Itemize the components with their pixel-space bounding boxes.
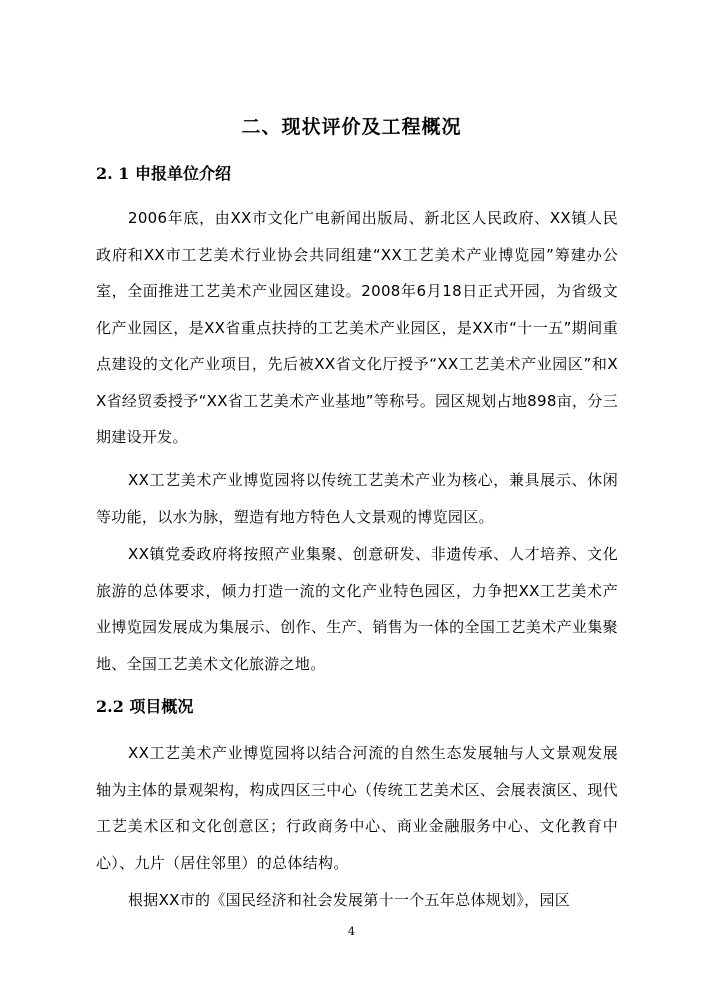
paragraph: XX工艺美术产业博览园将以传统工艺美术产业为核心，兼具展示、休闲等功能，以水为脉，塑造有地方特色人文景观的博览园区。 (96, 471, 618, 526)
paragraph: 2006年底，由XX市文化广电新闻出版局、新北区人民政府、XX镇人民政府和XX市工艺美术行业协会共同组建“XX工艺美术产业博览园”筹建办公室，全面推进工艺美术产业园区建设。2008年6月18日正式开园，为省级文化产业园区，是XX省重点扶持的工艺美术产业园区，是XX市“十一五”期间重点建设的文化产业项目，先后被XX省文化厅授予“XX工艺美术产业园区”和XX省经贸委授予“XX省工艺美术产业基地”等称号。园区规划占地898亩，分三期建设开发。 (96, 209, 618, 446)
section-heading-2-1: 2. 1 申报单位介绍 (96, 164, 231, 183)
paragraph: 根据XX市的《国民经济和社会发展第十一个五年总体规划》，园区 (128, 891, 571, 909)
chapter-title: 二、现状评价及工程概况 (241, 116, 462, 138)
paragraph: XX镇党委政府将按照产业集聚、创意研发、非遗传承、人才培养、文化旅游的总体要求，倾力打造一流的文化产业特色园区，力争把XX工艺美术产业博览园发展成为集展示、创作、生产、销售为一体的全国工艺美术产业集聚地、全国工艺美术文化旅游之地。 (96, 545, 618, 673)
page-number: 4 (348, 925, 355, 938)
paragraph: XX工艺美术产业博览园将以结合河流的自然生态发展轴与人文景观发展轴为主体的景观架构，构成四区三中心（传统工艺美术区、会展表演区、现代工艺美术区和文化创意区；行政商务中心、商业金融服务中心、文化教育中心）、九片（居住邻里）的总体结构。 (96, 744, 618, 872)
section-heading-2-2: 2.2 项目概况 (96, 697, 194, 716)
